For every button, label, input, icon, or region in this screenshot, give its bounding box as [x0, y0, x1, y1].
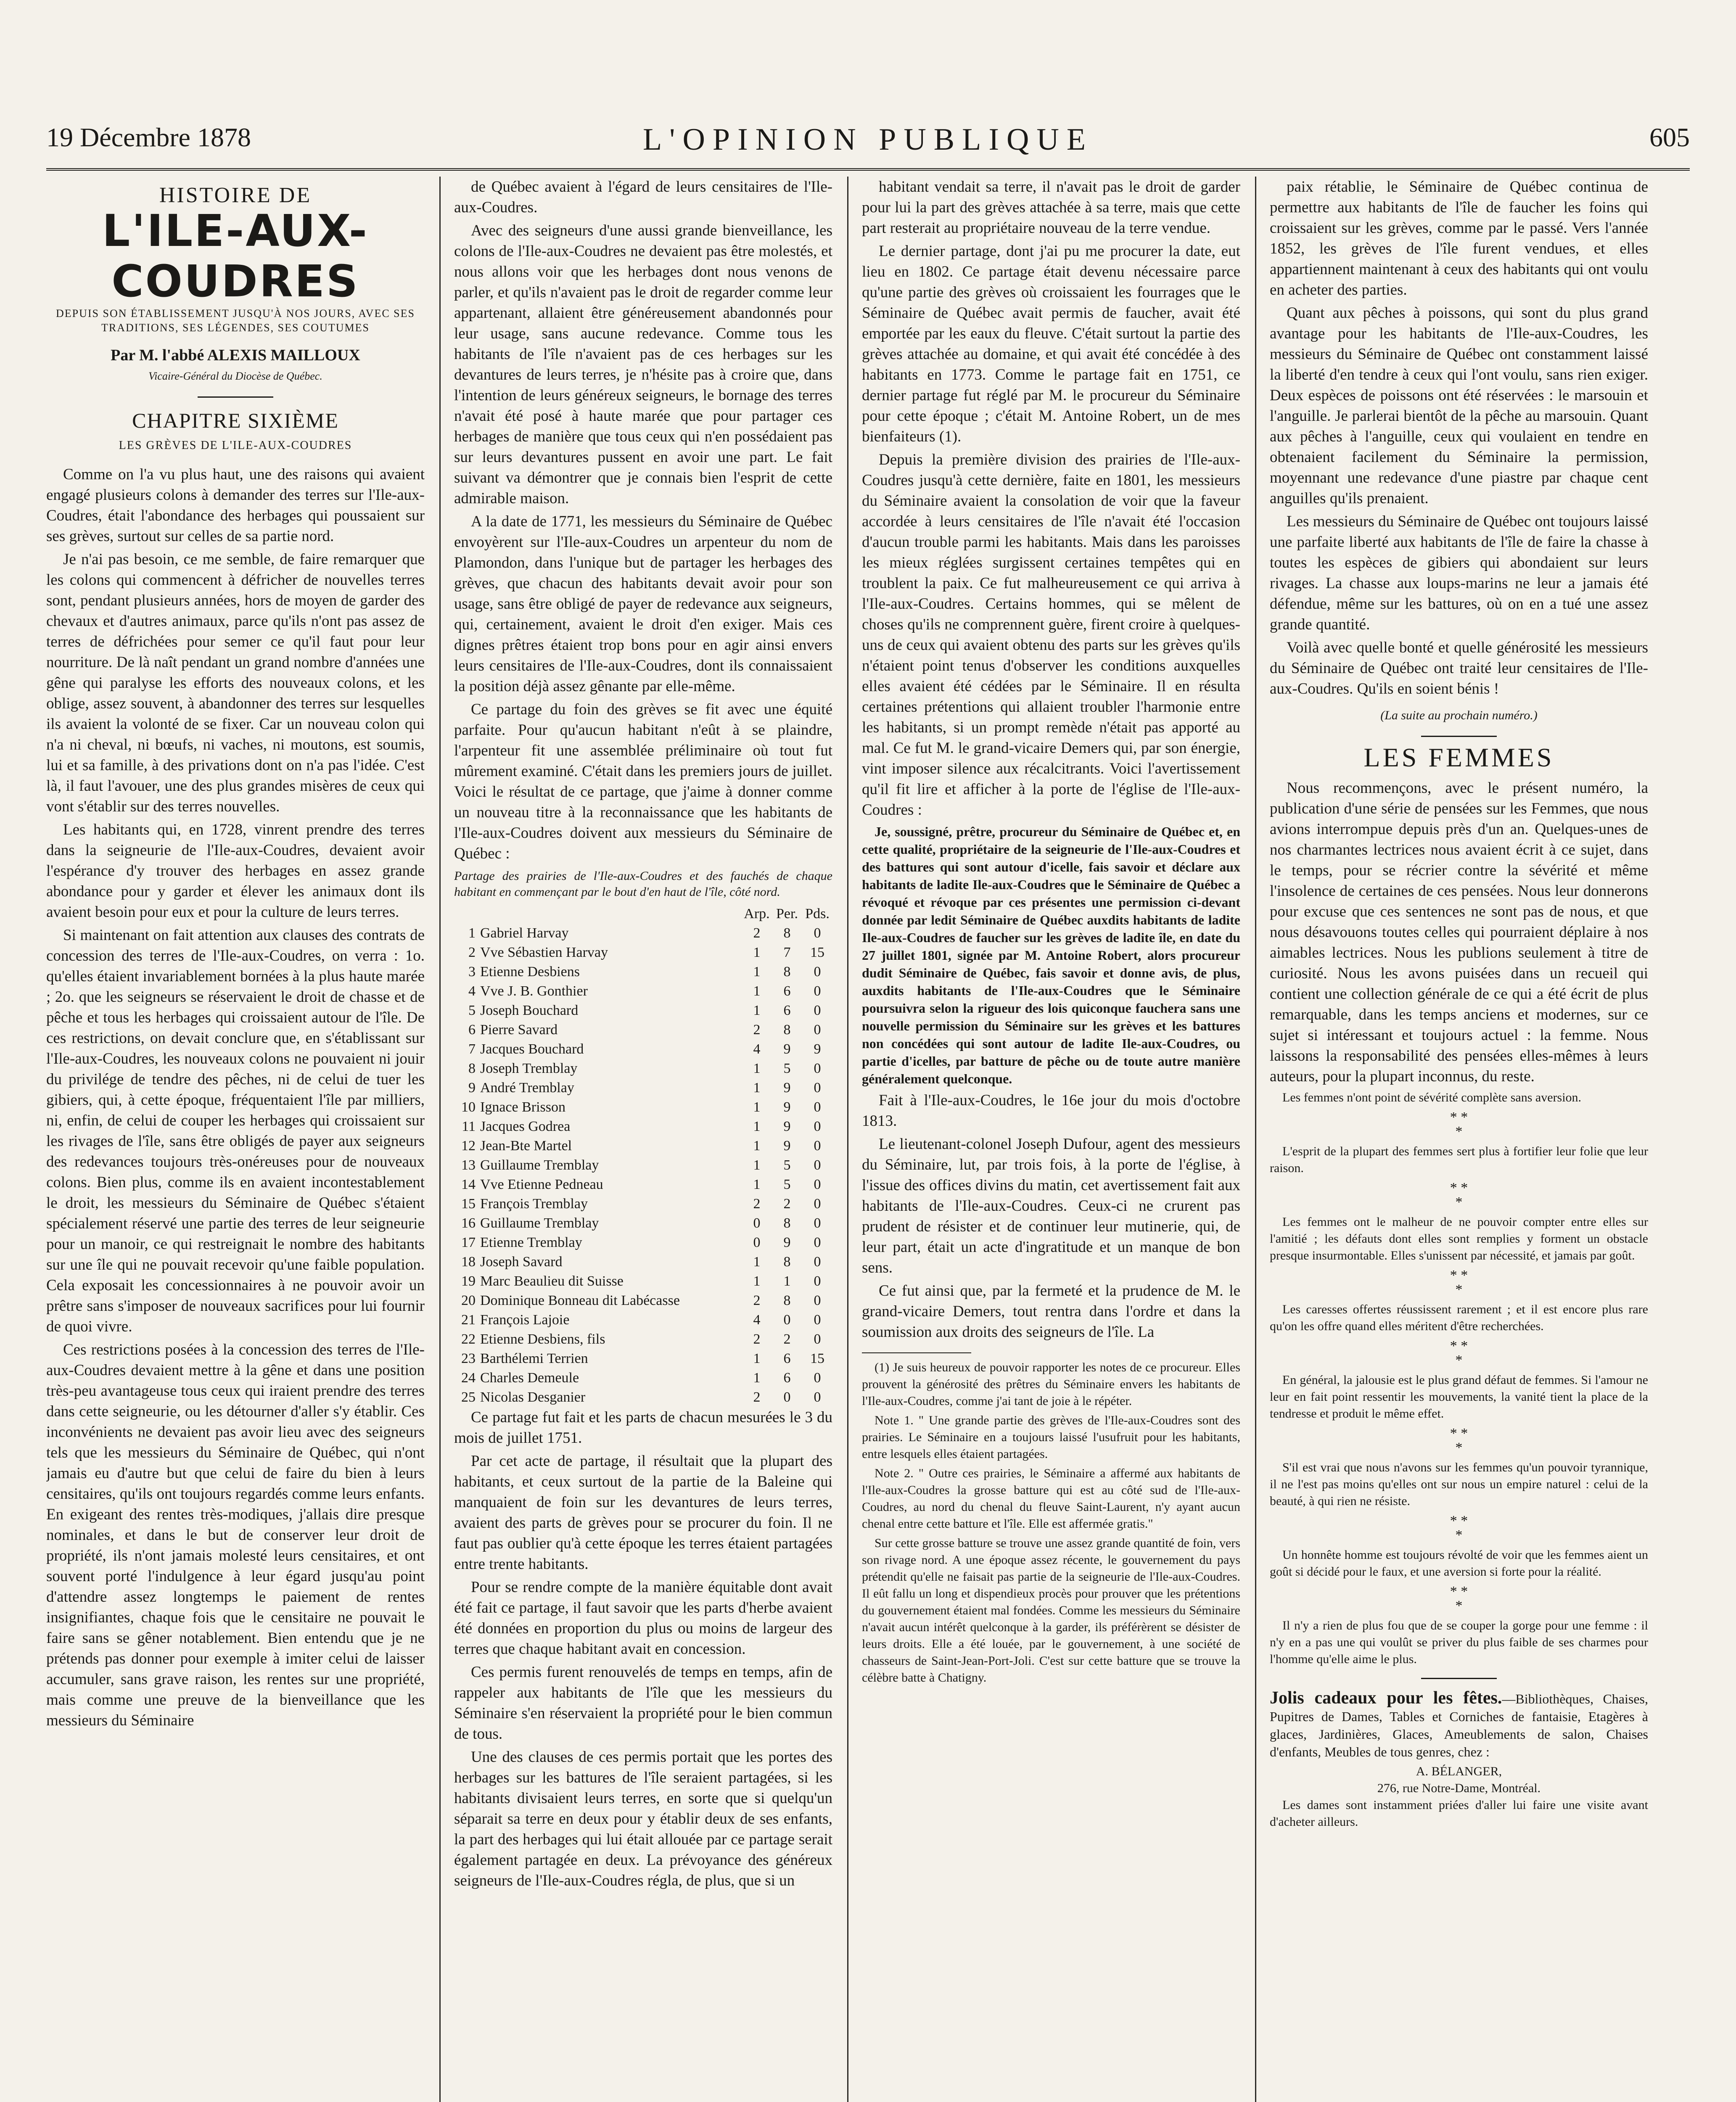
row-number: 25	[461, 1389, 476, 1405]
row-arpents: 1	[753, 1119, 761, 1134]
paragraph: Voilà avec quelle bonté et quelle générosité les messieurs du Séminaire de Québec ont traité leur censitaires de l'Ile-aux-Coudres. Qu'ils en soient bénis !	[1270, 639, 1648, 697]
paragraph: Par cet acte de partage, il résultait que la plupart des habitants, et ceux surtout de la partie de la Baleine qui manquaient de foin sur les devantures de leurs terres, avaient des parts de grèves pour se procurer du foin. Il ne faut pas oublier qu'à cette époque les terres étaient partagées entre trente habitants.	[454, 1452, 832, 1573]
row-arpents: 1	[753, 1138, 761, 1154]
row-perches: 2	[783, 1331, 791, 1347]
table-row	[454, 1233, 832, 1252]
paragraph: de Québec avaient à l'égard de leurs censitaires de l'Ile-aux-Coudres.	[454, 178, 832, 216]
row-pieds: 15	[810, 945, 824, 960]
paragraph: Ces permis furent renouvelés de temps en temps, afin de rappeler aux habitants de l'île que les messieurs du Séminaire s'en réservaient la propriété pour le bien commun de tous.	[454, 1664, 832, 1743]
row-perches: 8	[783, 1215, 791, 1231]
row-name: Nicolas Desganier	[480, 1389, 586, 1405]
avertissement: Je, soussigné, prêtre, procureur du Séminaire de Québec et, en cette qualité, propriétaire de la seigneurie de l'Ile-aux-Coudres et des battures qui sont autour d'icelle, fais savoir et déclare aux habitants de ladite Ile-aux-Coudres que le Séminaire de Québec a révoqué et révoque par ces présentes une permission ci-devant donnée par ledit Séminaire de Québec auxdits habitants de ladite Ile-aux-Coudres de faucher sur les grèves de ladite île, en date du 27 juillet 1801, signée par M. Antoine Robert, alors procureur dudit Séminaire de Québec, fais savoir et donne avis, de plus, auxdits habitants de l'Ile-aux-Coudres que le Séminaire poursuivra selon la rigueur des lois quiconque fauchera sans une nouvelle permission du Séminaire sur les grèves et les battures non concédées qui sont autour de ladite Ile-aux-Coudres, ou partie d'icelles, par batture de pêche ou de toute autre manière généralement quelconque.	[862, 824, 1240, 1086]
row-perches: 2	[783, 1196, 791, 1212]
row-pieds: 0	[814, 1177, 821, 1192]
row-arpents: 1	[753, 1177, 761, 1192]
column-divider	[439, 177, 441, 2102]
asterism: * * *	[1450, 1268, 1468, 1297]
paragraph: A la date de 1771, les messieurs du Séminaire de Québec envoyèrent sur l'Ile-aux-Coudres un arpenteur du nom de Plamondon, dans l'unique but de partager les herbages des grèves, que chacun des habitants devait avoir pour son usage, sans être obligé de payer de redevance aux seigneurs, qui, certainement, avaient le droit d'en exiger. Mais ces dignes prêtres étaient trop bons pour en agir ainsi envers leurs censitaires de l'Ile-aux-Coudres, dont ils connaissaient la position déjà assez gênante par elle-même.	[454, 513, 832, 695]
chapter-heading: CHAPITRE SIXIÈME	[132, 409, 339, 432]
row-perches: 8	[783, 1254, 791, 1270]
row-arpents: 2	[753, 1022, 761, 1038]
paragraph: Quant aux pêches à poissons, qui sont du plus grand avantage pour les habitants de l'Ile-aux-Coudres, les messieurs du Séminaire de Québec ont constamment laissé la liberté d'en tendre à ceux qui l'ont voulu, sans rien exiger. Deux espèces de poissons ont été réservées : le marsouin et l'anguille. Je parlerai bientôt de la pêche au marsouin. Quant aux pêches à l'anguille, ceux qui voulaient en tendre en obtenaient facilement du Séminaire la permission, moyennant une redevance d'une piastre par chaque cent anguilles qu'ils prenaient.	[1270, 304, 1648, 507]
row-number: 9	[468, 1080, 476, 1096]
footnote: Note 1. " Une grande partie des grèves de l'Ile-aux-Coudres sont des prairies. Le Séminaire en a toujours laissé l'usufruit pour les habitants, entre lesquels elles étaient partagées.	[862, 1413, 1240, 1461]
maxime: Il n'y a rien de plus fou que de se couper la gorge pour une femme : il n'y en a pas une qui voulût se priver du plus faible de ses charmes pour l'homme qu'elle aime le plus.	[1270, 1619, 1648, 1666]
row-arpents: 1	[753, 1254, 761, 1270]
row-perches: 6	[783, 1003, 791, 1018]
row-arpents: 4	[753, 1041, 761, 1057]
row-pieds: 0	[814, 1080, 821, 1096]
paragraph: Une des clauses de ces permis portait que les portes des herbages sur les battures de l'île seraient partagées, si les habitants divisaient leurs terres, en sorte que si quelqu'un séparait sa terre en deux pour y établir deux de ses enfants, la part des herbages qui lui était allouée par ce partage serait également partagée en deux. La prévoyance des généreux seigneurs de l'Ile-aux-Coudres régla, de plus, que si un	[454, 1748, 832, 1889]
row-arpents: 1	[753, 1157, 761, 1173]
asterism: * * *	[1450, 1584, 1468, 1613]
row-name: Pierre Savard	[480, 1022, 558, 1038]
row-name: Jean-Bte Martel	[480, 1138, 572, 1154]
row-pieds: 0	[814, 1370, 821, 1386]
row-pieds: 9	[814, 1041, 821, 1057]
row-name: Joseph Tremblay	[480, 1061, 578, 1076]
row-number: 17	[461, 1235, 476, 1250]
maxime: Les caresses offertes réussissent rarement ; et il est encore plus rare qu'on les offre quand elles méritent d'être recherchées.	[1270, 1302, 1648, 1333]
row-name: Gabriel Harvay	[480, 925, 569, 941]
maxime: Les femmes ont le malheur de ne pouvoir compter entre elles sur l'amitié ; les défauts dont elles sont remplies y forment un obstacle presque insurmontable. Elles s'unissent par nécessité, et jamais par goût.	[1270, 1215, 1648, 1262]
row-number: 12	[461, 1138, 476, 1154]
asterism: * * *	[1450, 1426, 1468, 1455]
ad-address: 276, rue Notre-Dame, Montréal.	[1377, 1781, 1541, 1795]
newspaper-title: L'OPINION PUBLIQUE	[642, 122, 1094, 157]
row-number: 11	[462, 1119, 476, 1134]
table-row	[454, 1368, 832, 1388]
row-perches: 9	[783, 1235, 791, 1250]
row-perches: 5	[783, 1177, 791, 1192]
table-header-row	[454, 904, 832, 924]
row-perches: 9	[783, 1080, 791, 1096]
table-row	[454, 1117, 832, 1136]
row-name: Etienne Tremblay	[480, 1235, 582, 1250]
paragraph: Les habitants qui, en 1728, vinrent prendre des terres dans la seigneurie de l'Ile-aux-Coudres, devaient avoir l'espérance d'y trouver des herbages en assez grande abondance pour y garder et élever les animaux dont ils avaient besoin pour eux et pour la culture de leurs terres.	[46, 821, 425, 921]
asterism: * * *	[1450, 1180, 1468, 1210]
row-name: Etienne Desbiens, fils	[480, 1331, 605, 1347]
row-name: Vve J. B. Gonthier	[480, 983, 588, 999]
ad-merchant: A. BÉLANGER,	[1416, 1764, 1502, 1778]
femmes-heading: LES FEMMES	[1363, 742, 1554, 772]
row-name: François Lajoie	[480, 1312, 570, 1328]
newspaper-page	[46, 25, 1690, 2102]
chapter-subtitle: LES GRÈVES DE L'ILE-AUX-COUDRES	[119, 439, 352, 452]
column-header: Arp.	[744, 906, 770, 922]
footnote: Note 2. " Outre ces prairies, le Séminaire a affermé aux habitants de l'Ile-aux-Coudres la grosse batture qui est au côté sud de l'Ile-aux-Coudres, au nord du chenal du fleuve Saint-Laurent, n'y ayant aucun chenal entre cette batture et l'île. Elle est affermée gratis."	[862, 1466, 1240, 1531]
table-row	[454, 982, 832, 1001]
row-perches: 0	[783, 1389, 791, 1405]
row-pieds: 0	[814, 1196, 821, 1212]
table-row	[454, 1388, 832, 1407]
row-perches: 5	[783, 1061, 791, 1076]
paragraph: Le lieutenant-colonel Joseph Dufour, agent des messieurs du Séminaire, lut, par trois fois, à la porte de l'église, à l'issue des offices divins du matin, cet avertissement fait aux habitants de l'Ile-aux-Coudres. Ceux-ci ne crurent pas prudent de résister et de continuer leur mutinerie, qui, de leur part, était un acte d'ingratitude et un manque de bon sens.	[862, 1136, 1240, 1276]
paragraph: Depuis la première division des prairies de l'Ile-aux-Coudres jusqu'à cette dernière, faite en 1801, les messieurs du Séminaire avaient la consolation de voir que la faveur accordée à leurs censitaires de l'île n'avait été l'occasion d'aucun trouble parmi les habitants. Mais dans les paroisses les mieux réglées surgissent certaines tempêtes qui en troublent la paix. Ce fut malheureusement ce qui arriva à l'Ile-aux-Coudres. Certains hommes, qui se mêlent de choses qu'ils ne comprennent guère, firent croire à quelques-uns de ceux qui avaient obtenu des parts sur les grèves qu'ils n'étaient point tenus d'observer les conditions auxquelles elles avaient été cédées par le Séminaire. Il en résulta certaines prétentions qui allaient troubler l'harmonie entre les habitants, si un prompt remède n'était pas apporté au mal. Ce fut M. le grand-vicaire Demers qui, par son énergie, vint imposer silence aux récalcitrants. Voici l'avertissement qu'il fit lire et afficher à la porte de l'église de l'Ile-aux-Coudres :	[862, 451, 1240, 819]
row-number: 2	[468, 945, 476, 960]
row-arpents: 1	[753, 1003, 761, 1018]
footnote-rule	[862, 1352, 971, 1353]
row-number: 15	[461, 1196, 476, 1212]
row-number: 23	[461, 1351, 476, 1366]
row-number: 10	[461, 1099, 476, 1115]
row-pieds: 0	[814, 1022, 821, 1038]
row-name: Guillaume Tremblay	[480, 1215, 599, 1231]
row-name: Joseph Savard	[480, 1254, 563, 1270]
asterism: * * *	[1450, 1513, 1468, 1543]
article-title: L'ILE-AUX-COUDRES	[102, 205, 369, 307]
row-name: François Tremblay	[480, 1196, 588, 1212]
table-row	[454, 1078, 832, 1098]
avertissement-signature: Fait à l'Ile-aux-Coudres, le 16e jour du mois d'octobre 1813.	[862, 1092, 1240, 1130]
row-name: Vve Sébastien Harvay	[480, 945, 608, 960]
row-pieds: 0	[814, 1273, 821, 1289]
row-name: Etienne Desbiens	[480, 964, 580, 980]
table-row	[454, 1291, 832, 1310]
row-number: 21	[461, 1312, 476, 1328]
paragraph: habitant vendait sa terre, il n'avait pas le droit de garder pour lui la part des grèves attachée à sa terre, mais que cette part resterait au propriétaire nouveau de la terre vendue.	[862, 178, 1240, 237]
table-row	[454, 1020, 832, 1040]
ad-footer: Les dames sont instamment priées d'aller lui faire une visite avant d'acheter ailleurs.	[1270, 1798, 1648, 1829]
row-pieds: 0	[814, 983, 821, 999]
paragraph: Si maintenant on fait attention aux clauses des contrats de concession des terres de l'Ile-aux-Coudres, on verra : 1o. qu'elles étaient invariablement bornées à la plus haute marée ; 2o. que les seigneurs se réservaient le droit de chasse et de pêche et tous les herbages qui croissaient autour de l'île. De ces restrictions, on devait conclure que, en s'établissant sur l'Ile-aux-Coudres, les nouveaux colons ne pouvaient ni jouir du privilége de tendre des pêches, ni de celui de tuer les gibiers, qui, à cette époque, fréquentaient l'île par milliers, ni, enfin, de celui de couper les herbages qui croissaient sur les rivages de l'île, sans être obligés de payer aux seigneurs des redevances toujours très-onéreuses pour de nouveaux colons. Bien plus, comme ils en avaient incontestablement le droit, les messieurs du Séminaire de Québec s'étaient spécialement réservé une partie des terres de leur seigneurie pour un manoir, ce qui restreignait le nombre des habitants sur une île qui ne pouvait recevoir qu'une faible population. Cela exposait les concessionnaires à ne pouvoir avoir un prêtre sans s'imposer de nouveaux sacrifices pour lui fournir de quoi vivre.	[46, 927, 425, 1335]
row-arpents: 2	[753, 1331, 761, 1347]
column-header: Per.	[776, 906, 798, 922]
row-pieds: 0	[814, 1235, 821, 1250]
maxime: L'esprit de la plupart des femmes sert plus à fortifier leur folie que leur raison.	[1270, 1144, 1648, 1175]
maxime: S'il est vrai que nous n'avons sur les femmes qu'un pouvoir tyrannique, il ne l'est pas moins qu'elles ont sur nous un empire naturel : celui de la beauté, à qui rien ne résiste.	[1270, 1460, 1648, 1508]
row-name: Jacques Godrea	[480, 1119, 571, 1134]
row-arpents: 1	[753, 1370, 761, 1386]
issue-date: 19 Décembre 1878	[46, 122, 251, 152]
table-row	[454, 1272, 832, 1291]
row-number: 4	[468, 983, 476, 999]
section-rule	[198, 396, 273, 398]
row-pieds: 0	[814, 925, 821, 941]
masthead-rule	[46, 168, 1690, 171]
paragraph: Avec des seigneurs d'une aussi grande bienveillance, les colons de l'Ile-aux-Coudres ne devaient pas être molestés, et nous allons voir que les herbages dont nous venons de parler, et qu'ils n'avaient pas le droit de regarder comme leur appartenant, allaient être généreusement abandonnés pour leur usage, sans aucune redevance. Comme tous les habitants de l'île n'avaient pas de ces herbages sur les devantures de leurs terres, je n'hésite pas à croire que, dans l'intention de leurs généreux seigneurs, le bornage des terres n'avait été posé à haute marée que pour partager ces herbages de manière que tous ceux qui n'en possédaient pas sur leurs devantures pussent en avoir une part. Le fait suivant va démontrer que je connais bien l'esprit de cette admirable maison.	[454, 222, 832, 507]
column-divider	[1255, 177, 1256, 2102]
maxime: Un honnête homme est toujours révolté de voir que les femmes aient un goût si décidé pour le faux, et une aversion si forte pour la réalité.	[1270, 1548, 1648, 1579]
row-pieds: 0	[814, 1215, 821, 1231]
author-role: Vicaire-Général du Diocèse de Québec.	[148, 370, 322, 382]
paragraph: Ces restrictions posées à la concession des terres de l'Ile-aux-Coudres devaient mettre à la gêne et dans une position très-peu avantageuse tous ceux qui iraient prendre des terres dans cette seigneurie, ou les détourner d'aller s'y établir. Ces inconvénients ne devaient pas avoir lieu avec des seigneurs tels que les messieurs du Séminaire de Québec, qui n'ont jamais eu d'autre but que celui de faire du bien à leurs censitaires, qu'ils ont toujours regardés comme leurs enfants. En exigeant des rentes très-modiques, j'allais dire presque nominales, et dans le but de conserver leur droit de propriété, ils n'ont jamais molesté leurs censitaires, et ont souvent porté l'indulgence à leur égard jusqu'au point d'attendre assez longtemps le paiement de rentes insignifiantes, chaque fois que le censitaire ne pouvait le faire sans se gêner notablement. Bien entendu que je ne prétends pas donner pour exemple à imiter celui de laisser accumuler, sans grave raison, les rentes sur une propriété, mais comme une preuve de la bienveillance que les messieurs du Séminaire	[46, 1341, 425, 1729]
row-pieds: 0	[814, 1312, 821, 1328]
row-perches: 0	[783, 1312, 791, 1328]
row-arpents: 2	[753, 1196, 761, 1212]
row-number: 16	[461, 1215, 476, 1231]
row-pieds: 0	[814, 1293, 821, 1308]
footnote: (1) Je suis heureux de pouvoir rapporter les notes de ce procureur. Elles prouvent la générosité des prêtres du Séminaire envers les habitants de l'Ile-aux-Coudres, comme j'ai tant de joie à le répéter.	[862, 1360, 1240, 1408]
row-name: Ignace Brisson	[480, 1099, 566, 1115]
asterism: * * *	[1450, 1338, 1468, 1368]
row-name: Guillaume Tremblay	[480, 1157, 599, 1173]
row-pieds: 15	[810, 1351, 824, 1366]
row-number: 24	[461, 1370, 476, 1386]
table-row	[454, 1175, 832, 1194]
row-number: 6	[468, 1022, 476, 1038]
row-pieds: 0	[814, 1003, 821, 1018]
row-name: Marc Beaulieu dit Suisse	[480, 1273, 624, 1289]
row-arpents: 1	[753, 1351, 761, 1366]
paragraph: Ce partage du foin des grèves se fit avec une équité parfaite. Pour qu'aucun habitant n'eût à se plaindre, l'arpenteur fit une assemblée préliminaire où tout fut mûrement examiné. C'était dans les premiers jours de juillet. Voici le résultat de ce partage, que j'aime à donner comme un nouveau titre à la reconnaissance que les habitants de l'Ile-aux-Coudres doivent aux messieurs du Séminaire de Québec :	[454, 701, 832, 862]
row-pieds: 0	[814, 1331, 821, 1347]
table-row	[454, 1214, 832, 1233]
row-arpents: 1	[753, 1061, 761, 1076]
table-row	[454, 1059, 832, 1078]
table-row	[454, 924, 832, 943]
row-arpents: 0	[753, 1235, 761, 1250]
row-arpents: 1	[753, 1099, 761, 1115]
article-pre-title: HISTOIRE DE	[159, 183, 312, 207]
column-header: Pds.	[805, 906, 830, 922]
row-arpents: 2	[753, 1389, 761, 1405]
paragraph: Comme on l'a vu plus haut, une des raisons qui avaient engagé plusieurs colons à demander des terres sur l'Ile-aux-Coudres, était l'abondance des herbages qui poussaient sur ses grèves, surtout sur celles de sa partie nord.	[46, 466, 425, 545]
row-perches: 9	[783, 1138, 791, 1154]
table-row	[454, 1252, 832, 1272]
row-perches: 6	[783, 983, 791, 999]
row-name: Jacques Bouchard	[480, 1041, 584, 1057]
row-arpents: 0	[753, 1215, 761, 1231]
row-number: 22	[461, 1331, 476, 1347]
row-number: 18	[461, 1254, 476, 1270]
table-row	[454, 1098, 832, 1117]
column-2	[454, 177, 832, 2102]
paragraph: Je n'ai pas besoin, ce me semble, de faire remarquer que les colons qui commencent à défricher de nouvelles terres sont, pendant plusieurs années, hors de moyen de garder des chevaux et d'autres animaux, parce qu'ils n'ont pas assez de terres de défrichées pour semer ce qu'il faut pour leur nourriture. De là naît pendant un grand nombre d'années une gêne qui paralyse les efforts des nouveaux colons, et les oblige, assez souvent, à abandonner des terres sur lesquelles ils avaient la volonté de se fixer. Car un nouveau colon qui n'a ni cheval, ni bœufs, ni vaches, ni moutons, est soumis, lui et sa famille, à des privations dont on n'a pas l'idée. C'est là, il faut l'avouer, une des plus grandes misères de ceux qui vont s'établir sur des terres nouvelles.	[46, 551, 425, 815]
row-pieds: 0	[814, 1157, 821, 1173]
table-body	[454, 924, 832, 1407]
row-perches: 9	[783, 1119, 791, 1134]
row-name: Vve Etienne Pedneau	[480, 1177, 603, 1192]
paragraph: Ce fut ainsi que, par la fermeté et la prudence de M. le grand-vicaire Demers, tout rentra dans l'ordre et dans la soumission aux droits des seigneurs de l'île. La	[862, 1282, 1240, 1341]
table-row	[454, 962, 832, 982]
row-perches: 1	[783, 1273, 791, 1289]
row-number: 5	[468, 1003, 476, 1018]
paragraph: Les messieurs du Séminaire de Québec ont toujours laissé une parfaite liberté aux habitants de l'île de faire la chasse à toutes les espèces de gibiers qui abondaient sur leurs rivages. La chasse aux loups-marins ne leur a jamais été défendue, même sur les battures, où on en a tué une assez grande quantité.	[1270, 513, 1648, 633]
row-arpents: 4	[753, 1312, 761, 1328]
column-divider	[847, 177, 848, 2102]
paragraph: Ce partage fut fait et les parts de chacun mesurées le 3 du mois de juillet 1751.	[454, 1409, 832, 1447]
footnote: Sur cette grosse batture se trouve une assez grande quantité de foin, vers son rivage nord. A une époque assez récente, le gouvernement du pays prétendit qu'elle ne faisait pas partie de la seigneurie de l'Ile-aux-Coudres. Il eût fallu un long et dispendieux procès pour prouver que les prétentions du gouvernement étaient mal fondées. Comme les messieurs du Séminaire n'avait aucun intérêt quelconque à la garder, ils préférèrent se désister de leurs droits. Elle a été louée, par le gouvernement, à une société de chasseurs de Saint-Jean-Port-Joli. C'est sur cette batture que se trouve la célèbre batte à Chatigny.	[862, 1536, 1240, 1685]
column-1	[46, 177, 425, 2102]
row-arpents: 1	[753, 964, 761, 980]
row-pieds: 0	[814, 1119, 821, 1134]
row-name: Dominique Bonneau dit Labécasse	[480, 1293, 680, 1308]
paragraph: Le dernier partage, dont j'ai pu me procurer la date, eut lieu en 1802. Ce partage était devenu nécessaire parce qu'une partie des grèves où croissaient les fourrages que le Séminaire de Québec avait permis de faucher, avait été emportée par les eaux du fleuve. C'était surtout la partie des grèves attachée au domaine, et qui avait été concédée à des habitants en 1773. Comme le partage fait en 1751, ce dernier partage fut réglé par M. le procureur du Séminaire pour cette époque ; c'était M. Antoine Robert, un de mes bienfaiteurs (1).	[862, 243, 1240, 445]
row-arpents: 1	[753, 945, 761, 960]
row-pieds: 0	[814, 964, 821, 980]
row-perches: 8	[783, 1022, 791, 1038]
row-name: Barthélemi Terrien	[480, 1351, 588, 1366]
row-perches: 8	[783, 964, 791, 980]
asterism: * * *	[1450, 1109, 1468, 1139]
row-perches: 9	[783, 1041, 791, 1057]
row-number: 8	[468, 1061, 476, 1076]
section-rule	[1421, 1678, 1497, 1679]
row-perches: 6	[783, 1351, 791, 1366]
article-author: Par M. l'abbé ALEXIS MAILLOUX	[111, 346, 360, 364]
table-row	[454, 1310, 832, 1330]
column-3	[862, 177, 1240, 2102]
row-number: 14	[461, 1177, 476, 1192]
section-rule	[1421, 736, 1497, 737]
partage-table	[454, 904, 832, 1407]
paragraph: Pour se rendre compte de la manière équitable dont avait été fait ce partage, il faut savoir que les parts d'herbe avaient été données en proportion du plus ou moins de largeur des terres que chaque habitant avait en concession.	[454, 1579, 832, 1658]
row-pieds: 0	[814, 1138, 821, 1154]
row-perches: 5	[783, 1157, 791, 1173]
table-row	[454, 1001, 832, 1020]
row-pieds: 0	[814, 1061, 821, 1076]
table-row	[454, 943, 832, 962]
masthead	[46, 122, 1690, 168]
page-number: 605	[1649, 122, 1690, 152]
row-arpents: 1	[753, 983, 761, 999]
row-perches: 6	[783, 1370, 791, 1386]
row-pieds: 0	[814, 1389, 821, 1405]
row-pieds: 0	[814, 1099, 821, 1115]
row-perches: 8	[783, 925, 791, 941]
table-row	[454, 1156, 832, 1175]
row-number: 20	[461, 1293, 476, 1308]
paragraph: paix rétablie, le Séminaire de Québec continua de permettre aux habitants de l'île de faucher les foins qui croissaient sur les grèves, comme par le passé. Vers l'année 1852, les grèves de l'île furent vendues, et elles appartiennent maintenant à ceux des habitants qui ont voulu en acheter des parties.	[1270, 178, 1648, 298]
advertisement	[1270, 1689, 1648, 1761]
table-row	[454, 1040, 832, 1059]
row-number: 19	[461, 1273, 476, 1289]
row-name: Joseph Bouchard	[480, 1003, 579, 1018]
row-number: 1	[468, 925, 476, 941]
table-row	[454, 1136, 832, 1156]
article-subtitle: DEPUIS SON ÉTABLISSEMENT JUSQU'À NOS JOURS, AVEC SES TRADITIONS, SES LÉGENDES, SES COUTUMES	[55, 307, 415, 334]
row-arpents: 1	[753, 1273, 761, 1289]
row-number: 13	[461, 1157, 476, 1173]
paragraph: Nous recommençons, avec le présent numéro, la publication d'une série de pensées sur les Femmes, que nous avions interrompue depuis près d'un an. Quelques-unes de nos charmantes lectrices nous avaient écrit à ce sujet, dans le temps, pour se récrier contre la sévérité et même l'insolence de certaines de ces pensées. Nous leur donnerons pour excuse que ces sentences ne sont pas de nous, et que nous désavouons toutes celles qui pourraient déplaire à nos aimables lectrices. Nous les publions seulement à titre de curiosité. Nous les avons puisées dans un recueil qui contient une collection générale de ce qui a été écrit de plus remarquable, dans les temps anciens et modernes, sur ce sujet si intéressant et toujours actuel : la femme. Nous laissons la responsabilité des pensées elles-mêmes à leurs auteurs, pour la plupart inconnus, du reste.	[1270, 779, 1648, 1085]
row-arpents: 2	[753, 1293, 761, 1308]
row-number: 7	[468, 1041, 476, 1057]
row-arpents: 1	[753, 1080, 761, 1096]
maxime: Les femmes n'ont point de sévérité complète sans aversion.	[1282, 1091, 1582, 1104]
row-perches: 8	[783, 1293, 791, 1308]
table-row	[454, 1194, 832, 1214]
table-row	[454, 1349, 832, 1368]
ad-title: Jolis cadeaux pour les fêtes.	[1270, 1688, 1502, 1708]
to-be-continued: (La suite au prochain numéro.)	[1380, 708, 1538, 722]
table-row	[454, 1330, 832, 1349]
ad-body: —Bibliothèques, Chaises, Pupitres de Dames, Tables et Corniches de fantaisie, Etagères à glaces, Jardinières, Glaces, Ameublements de salon, Chaises d'enfants, Meubles de tous genres, chez :	[1270, 1691, 1648, 1759]
row-name: Charles Demeule	[480, 1370, 579, 1386]
column-4	[1270, 177, 1648, 2102]
row-perches: 9	[783, 1099, 791, 1115]
row-pieds: 0	[814, 1254, 821, 1270]
maxime: En général, la jalousie est le plus grand défaut de femmes. Si l'amour ne leur en fait point ressentir les mouvements, la vanité tient la place de la tendresse et produit le même effet.	[1270, 1373, 1648, 1421]
row-number: 3	[468, 964, 476, 980]
row-name: André Tremblay	[480, 1080, 574, 1096]
table-caption: Partage des prairies de l'Ile-aux-Coudres et des fauchés de chaque habitant en commençant par le bout d'en haut de l'île, côté nord.	[454, 869, 832, 899]
row-arpents: 2	[753, 925, 761, 941]
row-perches: 7	[783, 945, 791, 960]
